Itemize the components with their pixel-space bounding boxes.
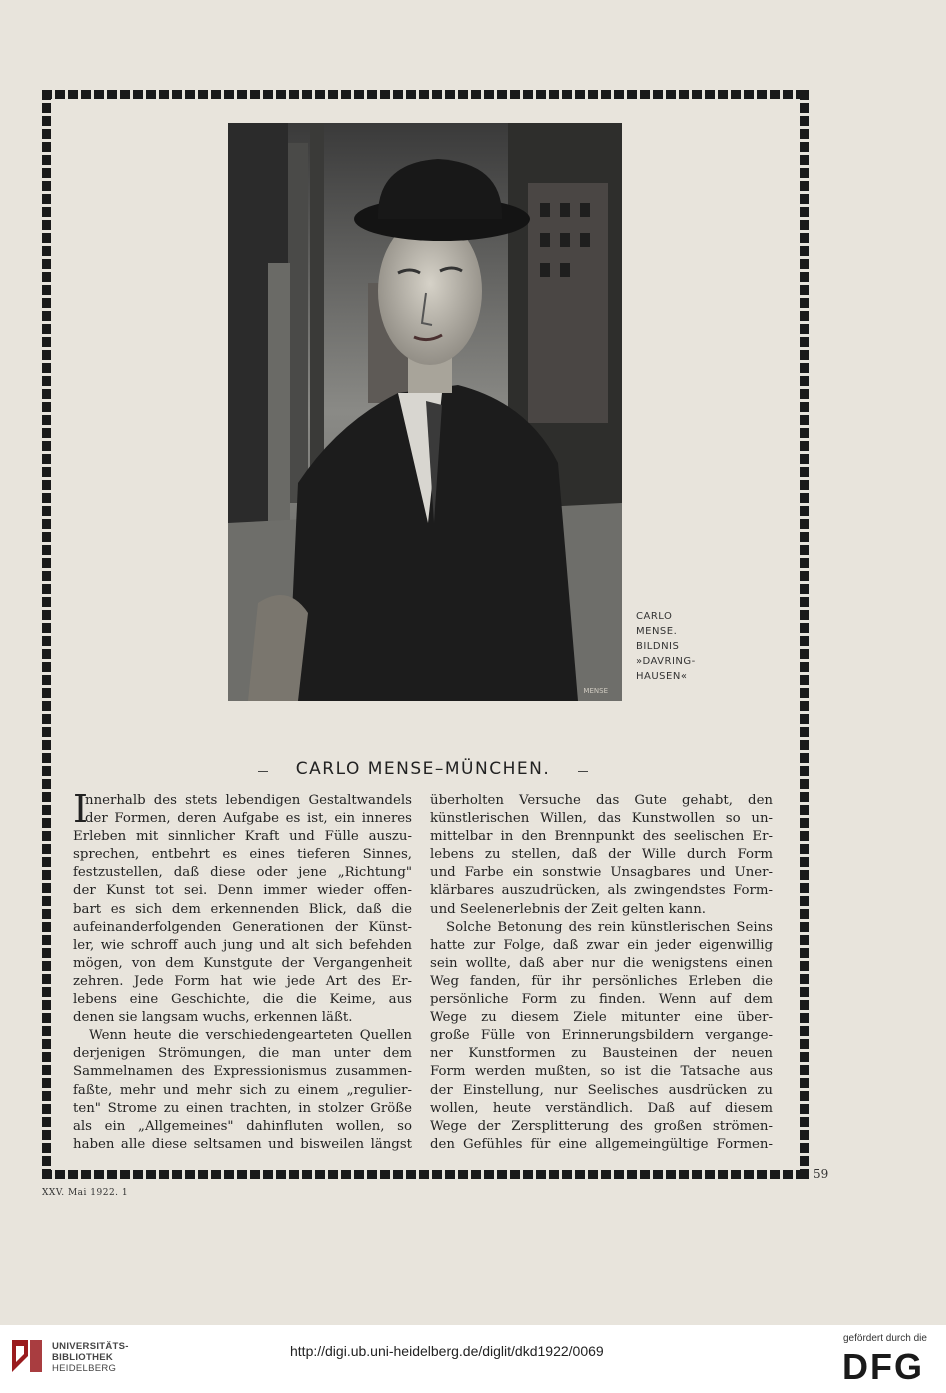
text-line: und Farbe ein sonstwie Unsagbares und Uner- — [430, 865, 773, 881]
border-left — [42, 90, 51, 1179]
text-line: nnerhalb des stets lebendigen Gestaltwandels — [85, 793, 412, 808]
caption-line: MENSE. — [636, 626, 678, 637]
portrait-illustration — [228, 123, 622, 701]
border-top — [42, 90, 809, 99]
text-line: als ein „Allgemeines" dahinfluten wollen, so — [73, 1118, 412, 1134]
text-line: Wenn heute die verschiedengearteten Quellen — [89, 1028, 412, 1044]
text-line: ner Kunstformen zu Bausteinen der neuen — [430, 1046, 773, 1062]
text-line: festzustellen, daß diese oder jene „Richtung" — [73, 865, 412, 881]
text-line: der Kunst tot sei. Denn immer wieder offen- — [73, 883, 412, 899]
text-line: faßte, mehr und mehr sich zu einem „regulier- — [73, 1082, 412, 1098]
funded-by-label: gefördert durch die — [843, 1333, 927, 1344]
title-rule-left — [258, 771, 268, 772]
text-line: Sammelnamen des Expressionismus zusammen- — [73, 1064, 412, 1080]
drop-cap: I — [73, 787, 89, 831]
text-line: hatte zur Folge, daß zwar ein jeder eigenwillig — [430, 937, 773, 953]
issue-signature: XXV. Mai 1922. 1 — [42, 1188, 129, 1198]
text-line: aufeinanderfolgenden Generationen der Künst- — [73, 919, 412, 935]
library-name-line: UNIVERSITÄTS- — [52, 1341, 129, 1352]
library-name-line: HEIDELBERG — [52, 1363, 117, 1374]
text-line: wollen, heute verständlich. Daß auf diesem — [430, 1100, 773, 1116]
text-line: sprechen, entbehrt es eines tieferen Sinnes, — [73, 847, 412, 863]
text-line: sein wollte, daß aber nur die wenigstens einen — [430, 955, 773, 971]
text-line: Erleben mit sinnlicher Kraft und Fülle auszu- — [73, 829, 412, 845]
figure-caption — [636, 609, 696, 684]
painting-signature: MENSE — [583, 687, 608, 695]
text-line: große Fülle von Erinnerungsbildern vergange- — [430, 1028, 773, 1044]
text-line: der Einstellung, nur Seelisches ausdrücken zu — [430, 1082, 773, 1098]
caption-line: »DAVRING- — [636, 656, 696, 667]
text-line: lebens eine Geschichte, die die Keime, aus — [73, 992, 412, 1008]
portrait-painting — [228, 123, 622, 701]
text-line: der Formen, deren Aufgabe es ist, ein inneres — [85, 811, 412, 827]
title-rule-right — [578, 771, 588, 772]
text-line: Weg fanden, für ihr persönliches Erleben die — [430, 973, 773, 989]
text-column-right — [430, 792, 773, 1154]
text-line: Solche Betonung des rein künstlerischen Seins — [446, 919, 773, 935]
text-line: überholten Versuche das Gute gehabt, den — [430, 793, 773, 808]
caption-line: BILDNIS — [636, 641, 680, 652]
border-right — [800, 90, 809, 1179]
caption-line: HAUSEN« — [636, 671, 688, 682]
text-line: Wege der Zersplitterung des großen strömen- — [430, 1118, 773, 1134]
article-title: CARLO MENSE–MÜNCHEN. — [295, 759, 551, 779]
border-bottom — [42, 1170, 809, 1179]
caption-line: CARLO — [636, 611, 673, 622]
digitization-footer — [0, 1325, 946, 1393]
text-line: den Gefühles für eine allgemeingültige Formen- — [430, 1136, 773, 1152]
dfg-logo[interactable]: DFG — [842, 1346, 924, 1387]
text-line: bart es sich dem erkennenden Blick, daß die — [73, 901, 412, 917]
text-line: lebens zu stellen, daß der Wille durch Form — [430, 847, 773, 863]
library-logo-icon[interactable] — [10, 1336, 44, 1376]
text-line: zehren. Jede Form hat wie jede Art des Er- — [73, 973, 412, 989]
text-line: haben alle diese seltsamen und bisweilen längst — [73, 1136, 412, 1152]
text-line: derjenigen Strömungen, die man unter dem — [73, 1046, 412, 1062]
text-line: Form werden mußten, so ist die Tatsache aus — [430, 1064, 773, 1080]
text-line: künstlerischen Willen, das Kunstwollen so un- — [430, 811, 773, 827]
text-line: mittelbar in den Brennpunkt des seelischen Er- — [430, 829, 773, 845]
text-line: Wege zu diesem Ziele mitunter eine über- — [430, 1010, 773, 1026]
text-line: ler, wie schroff auch jung und alt sich befehden — [73, 937, 412, 953]
library-name — [52, 1341, 129, 1374]
text-line: denen sie langsam wuchs, erkennen läßt. — [73, 1010, 353, 1026]
text-line: klärbares auszudrücken, als zwingendstes Form- — [430, 883, 773, 899]
permalink-url[interactable]: http://digi.ub.uni-heidelberg.de/diglit/dkd1922/0069 — [290, 1343, 604, 1359]
text-column-left — [73, 787, 412, 1154]
text-line: mögen, von dem Kunstgute der Vergangenheit — [73, 955, 412, 971]
text-line: und Seelenerlebnis der Zeit gelten kann. — [430, 901, 706, 917]
text-line: persönliche Form zu finden. Wenn auf dem — [430, 992, 773, 1008]
library-name-line: BIBLIOTHEK — [52, 1352, 114, 1363]
page-number: 59 — [813, 1167, 829, 1181]
text-line: ten" Strome zu einen trachten, in stolzer Größe — [73, 1100, 412, 1116]
